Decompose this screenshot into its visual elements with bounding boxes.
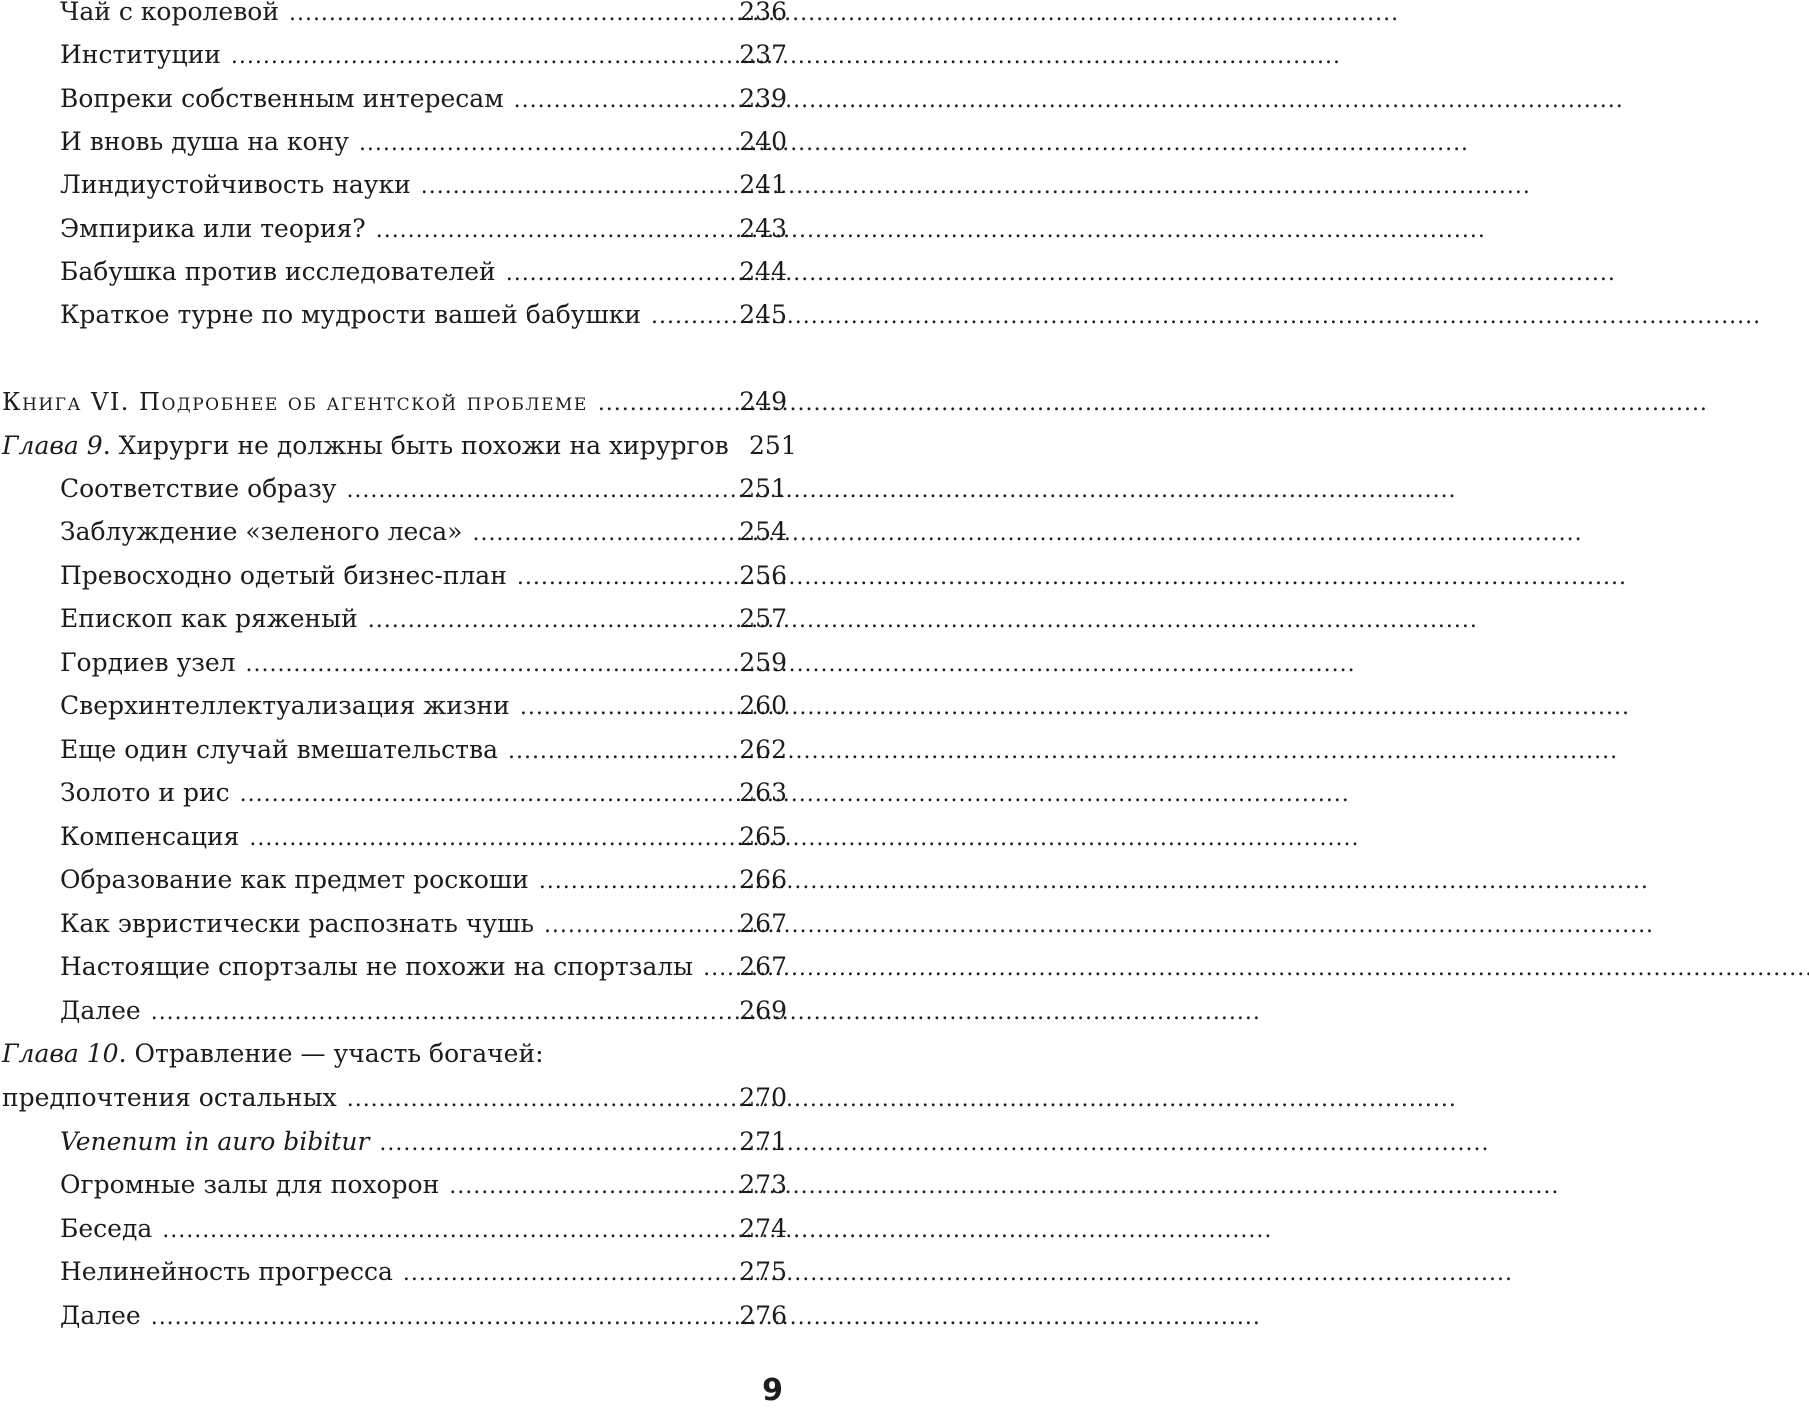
toc-entry-page: 241 (739, 170, 787, 199)
dot-leader (544, 909, 729, 939)
toc-entry-page: 263 (739, 778, 787, 807)
toc-entry (0, 815, 787, 859)
dot-leader (517, 561, 729, 591)
toc-entry-page: 251 (739, 474, 787, 503)
toc-entry (0, 771, 787, 815)
dot-leader (508, 735, 729, 765)
dot-leader (421, 170, 729, 200)
toc-entry (0, 1294, 787, 1338)
toc-entry (0, 902, 787, 946)
toc-entry-title: Гордиев узел (60, 648, 236, 677)
chapter-title-line1 (2, 1039, 554, 1069)
dot-leader (162, 1214, 729, 1244)
toc-entry-title: Нелинейность прогресса (60, 1257, 393, 1286)
toc-entry-title: Соответствие образу (60, 474, 337, 503)
toc-entry-page: 266 (739, 865, 787, 894)
chapter-title-line2: предпочтения остальных (2, 1083, 337, 1112)
toc-entry-page: 267 (739, 909, 787, 938)
toc-entry-page: 240 (739, 127, 787, 156)
toc-entry (0, 1120, 787, 1164)
toc-entry (0, 554, 787, 598)
dot-leader (403, 1257, 729, 1287)
toc-entry-title: Сверхинтеллектуализация жизни (60, 691, 510, 720)
toc-part-heading (0, 380, 787, 424)
toc-entry (0, 597, 787, 641)
toc-chapter-heading (0, 1032, 787, 1076)
toc-entry-page: 244 (739, 257, 787, 286)
toc-entry (0, 1250, 787, 1294)
toc-entry-title: И вновь душа на кону (60, 127, 349, 156)
toc-entry (0, 250, 787, 294)
dot-leader (346, 474, 729, 504)
toc-entry-title: Компенсация (60, 822, 240, 851)
toc-entry-title: Линдиустойчивость науки (60, 170, 411, 199)
dot-leader (359, 127, 729, 157)
dot-leader (506, 257, 729, 287)
dot-leader (379, 1127, 729, 1157)
dot-leader (368, 604, 729, 634)
dot-leader (651, 300, 729, 330)
toc-entry (0, 989, 787, 1033)
toc-entry-page: 259 (739, 648, 787, 677)
toc-entry-page: 256 (739, 561, 787, 590)
toc-entry (0, 207, 787, 251)
table-of-contents (0, 0, 797, 1414)
toc-entry-page: 249 (739, 387, 787, 416)
toc-entry (0, 163, 787, 207)
dot-leader (240, 778, 729, 808)
toc-entry-title: Епископ как ряженый (60, 604, 358, 633)
toc-entry-title: Эмпирика или теория? (60, 214, 366, 243)
dot-leader (347, 1083, 729, 1113)
toc-entry-page: 275 (739, 1257, 787, 1286)
toc-entry-page: 236 (739, 0, 787, 26)
chapter-title-text: Отравление — участь богачей: (126, 1039, 544, 1068)
toc-entry (0, 1163, 787, 1207)
toc-entry-page: 245 (739, 300, 787, 329)
dot-leader (449, 1170, 729, 1200)
toc-entry-title: Настоящие спортзалы не похожи на спортзалы (60, 952, 694, 981)
toc-entry-title: Как эвристически распознать чушь (60, 909, 534, 938)
toc-entry (0, 1207, 787, 1251)
toc-entry-page: 257 (739, 604, 787, 633)
chapter-label: Глава 9 (2, 431, 103, 460)
toc-entry-title: Заблуждение «зеленого леса» (60, 517, 463, 546)
toc-entry (0, 510, 787, 554)
dot-leader (472, 517, 729, 547)
toc-entry (0, 684, 787, 728)
toc-entry (0, 77, 787, 121)
dot-leader (598, 387, 729, 417)
toc-entry-page: 239 (739, 84, 787, 113)
dot-leader (539, 865, 729, 895)
page-number: 9 (762, 1373, 783, 1408)
toc-entry-page: 273 (739, 1170, 787, 1199)
toc-entry-title: Далее (60, 996, 141, 1025)
toc-entry-page: 251 (749, 431, 797, 460)
toc-entry (0, 0, 787, 34)
toc-entry-page: 237 (739, 40, 787, 69)
dot-leader (520, 691, 729, 721)
toc-entry (0, 858, 787, 902)
toc-entry-page: 262 (739, 735, 787, 764)
toc-entry-title: Институции (60, 40, 221, 69)
toc-entry-page: 276 (739, 1301, 787, 1330)
chapter-label: Глава 10. (2, 1039, 127, 1068)
toc-entry-title: Образование как предмет роскоши (60, 865, 529, 894)
dot-leader (151, 996, 729, 1026)
toc-chapter-heading (0, 424, 797, 468)
toc-entry (0, 293, 787, 337)
toc-entry-page: 274 (739, 1214, 787, 1243)
dot-leader (703, 952, 729, 982)
toc-entry-page: 265 (739, 822, 787, 851)
toc-entry-title: Чай с королевой (60, 0, 279, 26)
dot-leader (231, 40, 729, 70)
toc-entry (0, 33, 787, 77)
toc-entry (0, 728, 787, 772)
toc-entry (0, 641, 787, 685)
toc-entry-page: 271 (739, 1127, 787, 1156)
toc-entry-page: 267 (739, 952, 787, 981)
toc-entry-page: 260 (739, 691, 787, 720)
part-title: Книга VI. Подробнее об агентской проблеме (2, 388, 588, 416)
toc-entry-title: Venenum in auro bibitur (60, 1127, 370, 1156)
toc-entry-title: Далее (60, 1301, 141, 1330)
toc-entry-title: Золото и рис (60, 778, 230, 807)
toc-entry-title: Краткое турне по мудрости вашей бабушки (60, 300, 642, 329)
toc-entry-title: Еще один случай вмешательства (60, 735, 498, 764)
toc-entry (0, 467, 787, 511)
toc-entry-page: 270 (739, 1083, 787, 1112)
dot-leader (514, 84, 729, 114)
dot-leader (249, 822, 729, 852)
toc-entry-title: Бабушка против исследователей (60, 257, 496, 286)
dot-leader (151, 1301, 729, 1331)
toc-chapter-heading-continued (0, 1076, 787, 1120)
toc-entry-page: 269 (739, 996, 787, 1025)
toc-entry-title: Вопреки собственным интересам (60, 84, 504, 113)
toc-entry-title: Огромные залы для похорон (60, 1170, 440, 1199)
toc-entry (0, 120, 787, 164)
toc-entry-title: Беседа (60, 1214, 153, 1243)
toc-entry-page: 254 (739, 517, 787, 546)
toc-entry (0, 945, 787, 989)
toc-entry-title: Превосходно одетый бизнес-план (60, 561, 507, 590)
dot-leader (289, 0, 729, 27)
chapter-title-text: . Хирурги не должны быть похожи на хирургов (102, 431, 729, 460)
dot-leader (376, 214, 729, 244)
dot-leader (246, 648, 729, 678)
chapter-title (2, 431, 739, 461)
toc-entry-page: 243 (739, 214, 787, 243)
